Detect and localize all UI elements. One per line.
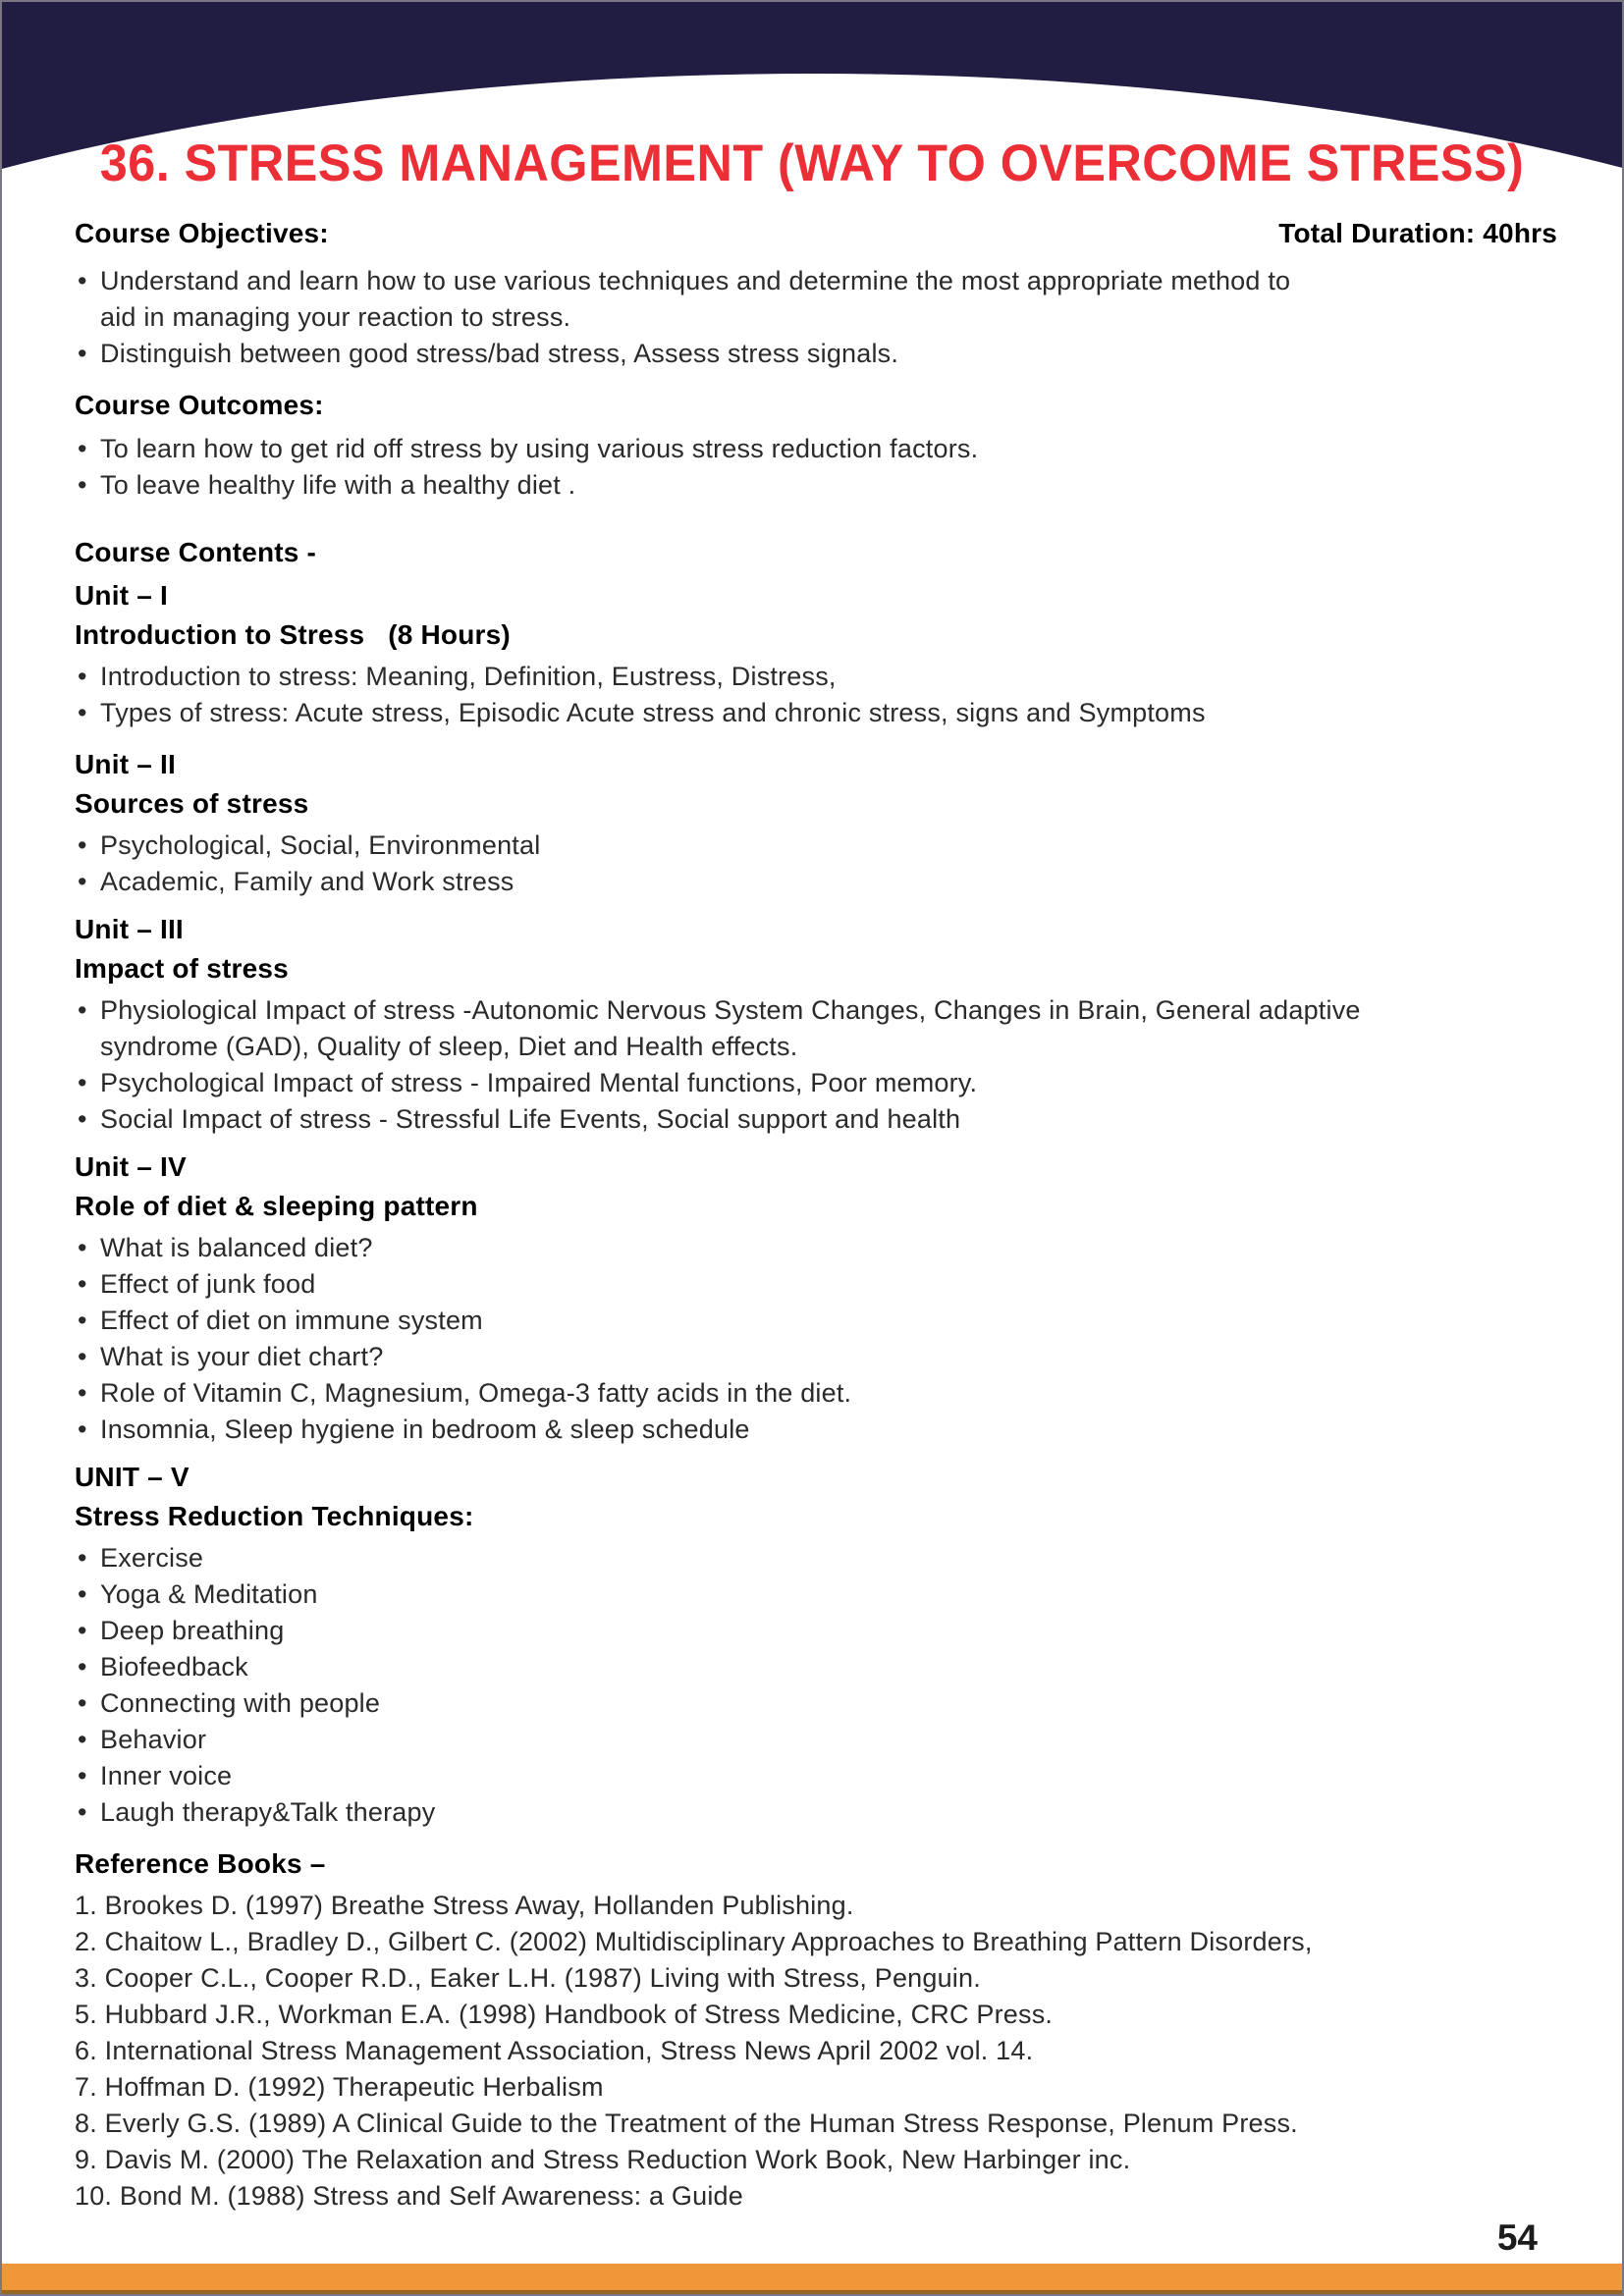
unit-3-name: Unit – III: [75, 914, 184, 944]
reference-item: 10. Bond M. (1988) Stress and Self Awareness: a Guide: [75, 2181, 743, 2211]
reference-books-list: [75, 1888, 1557, 2215]
unit-4-section: [75, 1148, 1557, 1448]
unit-bullet: • Behavior: [75, 1722, 1390, 1758]
reference-item: 6. International Stress Management Association, Stress News April 2002 vol. 14.: [75, 2036, 1034, 2065]
unit-1-section: [75, 576, 1557, 731]
outcome-item: • To learn how to get rid off stress by using various stress reduction factors.: [75, 431, 1351, 467]
unit-bullet: • Effect of diet on immune system: [75, 1303, 1390, 1339]
unit-bullet: • Social Impact of stress - Stressful Life Events, Social support and health: [75, 1101, 1390, 1138]
reference-item: 9. Davis M. (2000) The Relaxation and Stress Reduction Work Book, New Harbinger inc.: [75, 2145, 1131, 2174]
unit-bullet: • What is your diet chart?: [75, 1339, 1390, 1375]
reference-item: 8. Everly G.S. (1989) A Clinical Guide to the Treatment of the Human Stress Response, Plenum Press.: [75, 2109, 1298, 2138]
unit-3-subtitle: Impact of stress: [75, 953, 289, 984]
reference-item: 7. Hoffman D. (1992) Therapeutic Herbalism: [75, 2072, 604, 2102]
course-contents-heading: Course Contents -: [75, 537, 317, 567]
unit-bullet: • Introduction to stress: Meaning, Definition, Eustress, Distress,: [75, 659, 1390, 695]
unit-bullet: • Psychological Impact of stress - Impaired Mental functions, Poor memory.: [75, 1065, 1390, 1101]
unit-2-name: Unit – II: [75, 749, 176, 779]
reference-books-heading: Reference Books –: [75, 1848, 326, 1879]
unit-bullet: • Deep breathing: [75, 1613, 1390, 1649]
unit-1-name: Unit – I: [75, 580, 168, 611]
total-duration-label: Total Duration: 40hrs: [1278, 218, 1557, 248]
unit-bullet: • Academic, Family and Work stress: [75, 864, 1390, 900]
page-number: 54: [1496, 2217, 1538, 2258]
course-outcomes-heading: Course Outcomes:: [75, 390, 324, 420]
unit-3-section: [75, 910, 1557, 1138]
reference-item: 3. Cooper C.L., Cooper R.D., Eaker L.H. (1987) Living with Stress, Penguin.: [75, 1963, 981, 1993]
unit-1-subtitle: Introduction to Stress (8 Hours): [75, 619, 511, 650]
unit-2-subtitle: Sources of stress: [75, 788, 309, 819]
objective-item: • Understand and learn how to use various techniques and determine the most appropriate method to aid in managing your reaction to stress.: [75, 263, 1322, 336]
unit-bullet: • Biofeedback: [75, 1649, 1390, 1685]
unit-bullet: • Insomnia, Sleep hygiene in bedroom & sleep schedule: [75, 1412, 1390, 1448]
reference-item: 1. Brookes D. (1997) Breathe Stress Away, Hollanden Publishing.: [75, 1891, 854, 1920]
unit-3-bullets: [75, 992, 1390, 1138]
outcomes-list: [75, 431, 1351, 504]
unit-1-bullets: [75, 659, 1390, 731]
footer-orange-bar: [2, 2264, 1622, 2294]
page-title: 36. STRESS MANAGEMENT (WAY TO OVERCOME STRESS): [99, 134, 1525, 192]
unit-bullet: • Physiological Impact of stress -Autonomic Nervous System Changes, Changes in Brain, General adaptive syndrome (GAD), Quality of sleep, Diet and Health effects.: [75, 992, 1390, 1065]
objective-item: • Distinguish between good stress/bad stress, Assess stress signals.: [75, 336, 1322, 372]
unit-4-bullets: [75, 1230, 1390, 1448]
unit-bullet: • Inner voice: [75, 1758, 1390, 1794]
unit-bullet: • Types of stress: Acute stress, Episodic Acute stress and chronic stress, signs and Symptoms: [75, 695, 1390, 731]
unit-bullet: • Role of Vitamin C, Magnesium, Omega-3 fatty acids in the diet.: [75, 1375, 1390, 1412]
unit-bullet: • Yoga & Meditation: [75, 1576, 1390, 1613]
reference-item: 5. Hubbard J.R., Workman E.A. (1998) Handbook of Stress Medicine, CRC Press.: [75, 2000, 1054, 2029]
objectives-header-row: [75, 216, 1557, 251]
unit-4-subtitle: Role of diet & sleeping pattern: [75, 1191, 478, 1221]
course-objectives-heading: Course Objectives:: [75, 218, 329, 248]
page-content: [75, 216, 1557, 2215]
unit-bullet: • Exercise: [75, 1540, 1390, 1576]
unit-bullet: • Laugh therapy&Talk therapy: [75, 1794, 1390, 1831]
unit-5-name: UNIT – V: [75, 1462, 189, 1492]
unit-bullet: • Effect of junk food: [75, 1266, 1390, 1303]
unit-bullet: • What is balanced diet?: [75, 1230, 1390, 1266]
objectives-list: [75, 263, 1322, 372]
unit-5-bullets: [75, 1540, 1390, 1831]
unit-2-section: [75, 745, 1557, 900]
unit-4-name: Unit – IV: [75, 1151, 187, 1182]
unit-5-section: [75, 1458, 1557, 1831]
unit-5-subtitle: Stress Reduction Techniques:: [75, 1501, 474, 1531]
reference-item: 2. Chaitow L., Bradley D., Gilbert C. (2002) Multidisciplinary Approaches to Breathing Pattern Disorders,: [75, 1927, 1313, 1956]
unit-2-bullets: [75, 828, 1390, 900]
unit-bullet: • Psychological, Social, Environmental: [75, 828, 1390, 864]
outcome-item: • To leave healthy life with a healthy diet .: [75, 467, 1351, 504]
unit-bullet: • Connecting with people: [75, 1685, 1390, 1722]
